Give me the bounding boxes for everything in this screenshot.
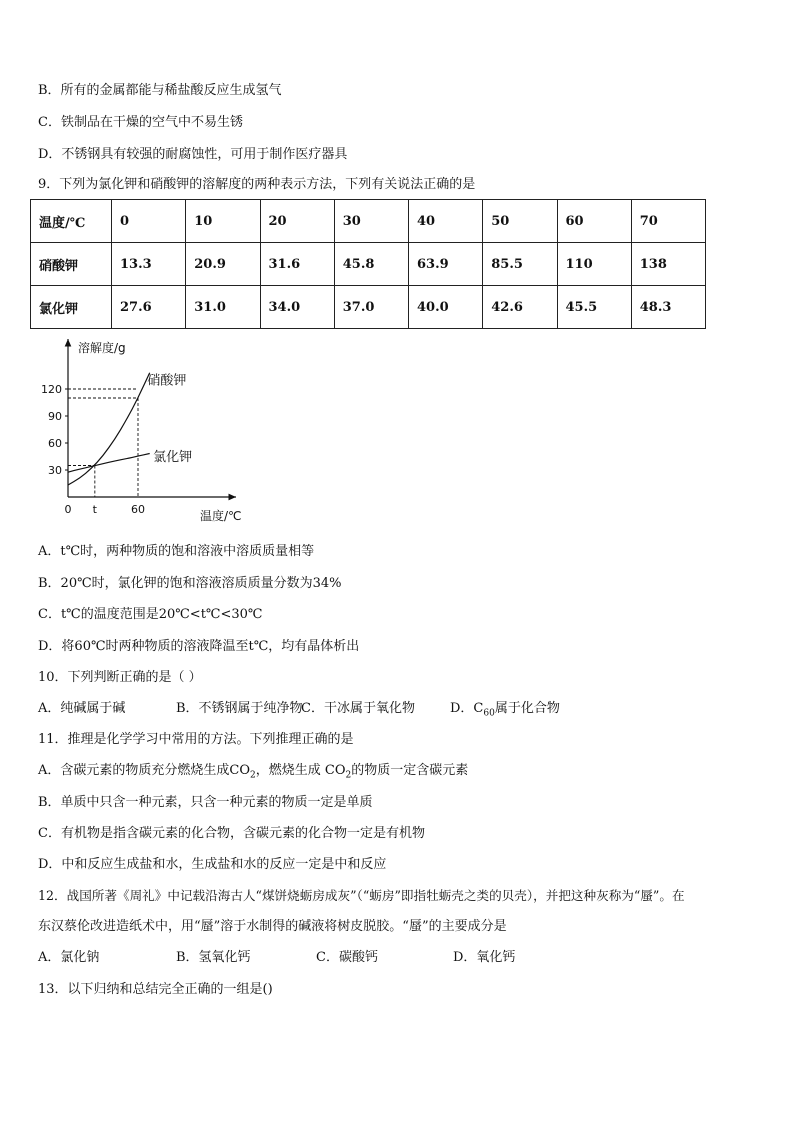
q12-option-c: C．碳酸钙 bbox=[316, 950, 378, 965]
y-tick-label: 120 bbox=[41, 383, 62, 396]
table-cell: 31.0 bbox=[186, 286, 260, 329]
x-tick-label: 60 bbox=[131, 503, 145, 516]
q11-option-a bbox=[38, 762, 468, 785]
series-line-potassium-nitrate bbox=[68, 373, 150, 485]
table-cell: 34.0 bbox=[260, 286, 334, 329]
table-cell: 45.8 bbox=[334, 243, 408, 286]
table-cell: 10 bbox=[186, 200, 260, 243]
q13-stem: 13．以下归纳和总结完全正确的一组是() bbox=[38, 982, 273, 997]
table-cell: 42.6 bbox=[483, 286, 557, 329]
q11-option-c: C．有机物是指含碳元素的化合物，含碳元素的化合物一定是有机物 bbox=[38, 826, 425, 841]
table-cell: 27.6 bbox=[112, 286, 186, 329]
solubility-table bbox=[30, 199, 706, 329]
y-tick-label: 30 bbox=[48, 464, 62, 477]
series-line-potassium-chloride bbox=[68, 454, 150, 473]
q11-a-subscript: 2 bbox=[250, 770, 256, 781]
table-cell: 20.9 bbox=[186, 243, 260, 286]
q10-option-d-prefix: D．C bbox=[450, 701, 484, 716]
prev-option-b: B．所有的金属都能与稀盐酸反应生成氢气 bbox=[38, 83, 282, 98]
table-cell: 138 bbox=[631, 243, 705, 286]
y-tick-label: 90 bbox=[48, 410, 62, 423]
q10-option-c: C．干冰属于氧化物 bbox=[301, 701, 415, 716]
table-row bbox=[31, 286, 706, 329]
q10-option-b: B．不锈钢属于纯净物 bbox=[176, 701, 303, 716]
table-cell: 30 bbox=[334, 200, 408, 243]
prev-option-d: D．不锈钢具有较强的耐腐蚀性，可用于制作医疗器具 bbox=[38, 147, 348, 162]
table-cell: 40 bbox=[409, 200, 483, 243]
table-cell: 氯化钾 bbox=[31, 286, 112, 329]
q12-option-a: A．氯化钠 bbox=[38, 950, 100, 965]
table-cell: 硝酸钾 bbox=[31, 243, 112, 286]
q10-option-d-suffix: 属于化合物 bbox=[494, 701, 560, 716]
q11-stem: 11．推理是化学学习中常用的方法。下列推理正确的是 bbox=[38, 732, 354, 747]
q10-option-d bbox=[450, 700, 560, 723]
q11-option-d: D．中和反应生成盐和水，生成盐和水的反应一定是中和反应 bbox=[38, 857, 387, 872]
table-cell: 31.6 bbox=[260, 243, 334, 286]
q9-option-b: B．20℃时，氯化钾的饱和溶液溶质质量分数为34% bbox=[38, 576, 342, 591]
series-label: 氯化钾 bbox=[153, 450, 193, 465]
q10-stem: 10．下列判断正确的是（ ） bbox=[38, 670, 202, 685]
table-cell: 85.5 bbox=[483, 243, 557, 286]
q9-option-c: C．t℃的温度范围是20℃<t℃<30℃ bbox=[38, 607, 263, 622]
q12-option-d: D．氧化钙 bbox=[453, 950, 516, 965]
q9-option-a: A．t℃时，两种物质的饱和溶液中溶质质量相等 bbox=[38, 544, 315, 559]
x-axis-label: 温度/℃ bbox=[200, 509, 242, 523]
y-tick-label: 60 bbox=[48, 437, 62, 450]
q12-option-b: B．氢氧化钙 bbox=[176, 950, 251, 965]
q11-a-part: 的物质一定含碳元素 bbox=[351, 763, 469, 778]
solubility-chart bbox=[30, 335, 260, 527]
table-cell: 温度/℃ bbox=[31, 200, 112, 243]
prev-option-c: C．铁制品在干燥的空气中不易生锈 bbox=[38, 115, 243, 130]
q12-stem-line1: 12．战国所著《周礼》中记载沿海古人“煤饼烧蛎房成灰”（“蛎房”即指牡蛎壳之类的贝壳），并把这种灰称为“蜃”。在 bbox=[38, 888, 685, 903]
table-cell: 40.0 bbox=[409, 286, 483, 329]
table-cell: 50 bbox=[483, 200, 557, 243]
q9-stem: 9．下列为氯化钾和硝酸钾的溶解度的两种表示方法，下列有关说法正确的是 bbox=[38, 177, 476, 192]
table-cell: 13.3 bbox=[112, 243, 186, 286]
y-axis-label: 溶解度/g bbox=[78, 341, 126, 355]
table-cell: 110 bbox=[557, 243, 631, 286]
table-cell: 70 bbox=[631, 200, 705, 243]
q11-option-b: B．单质中只含一种元素，只含一种元素的物质一定是单质 bbox=[38, 795, 373, 810]
table-cell: 0 bbox=[112, 200, 186, 243]
table-row bbox=[31, 243, 706, 286]
q9-option-d: D．将60℃时两种物质的溶液降温至t℃，均有晶体析出 bbox=[38, 639, 360, 654]
x-tick-label: t bbox=[92, 503, 97, 516]
q11-a-part: ，燃烧生成 CO bbox=[255, 763, 346, 778]
q11-a-subscript: 2 bbox=[345, 770, 352, 781]
q11-a-part: A．含碳元素的物质充分燃烧生成CO bbox=[38, 763, 250, 778]
table-cell: 37.0 bbox=[334, 286, 408, 329]
table-cell: 60 bbox=[557, 200, 631, 243]
series-label: 硝酸钾 bbox=[147, 373, 187, 389]
table-cell: 63.9 bbox=[409, 243, 483, 286]
x-tick-label: 0 bbox=[64, 503, 72, 516]
table-cell: 45.5 bbox=[557, 286, 631, 329]
table-cell: 20 bbox=[260, 200, 334, 243]
q10-option-d-subscript: 60 bbox=[483, 708, 495, 719]
q12-stem-line2: 东汉蔡伦改进造纸术中，用“蜃”溶于水制得的碱液将树皮脱胶。“蜃”的主要成分是 bbox=[38, 919, 507, 934]
table-cell: 48.3 bbox=[631, 286, 705, 329]
table-row bbox=[31, 200, 706, 243]
q10-option-a: A．纯碱属于碱 bbox=[38, 701, 126, 716]
